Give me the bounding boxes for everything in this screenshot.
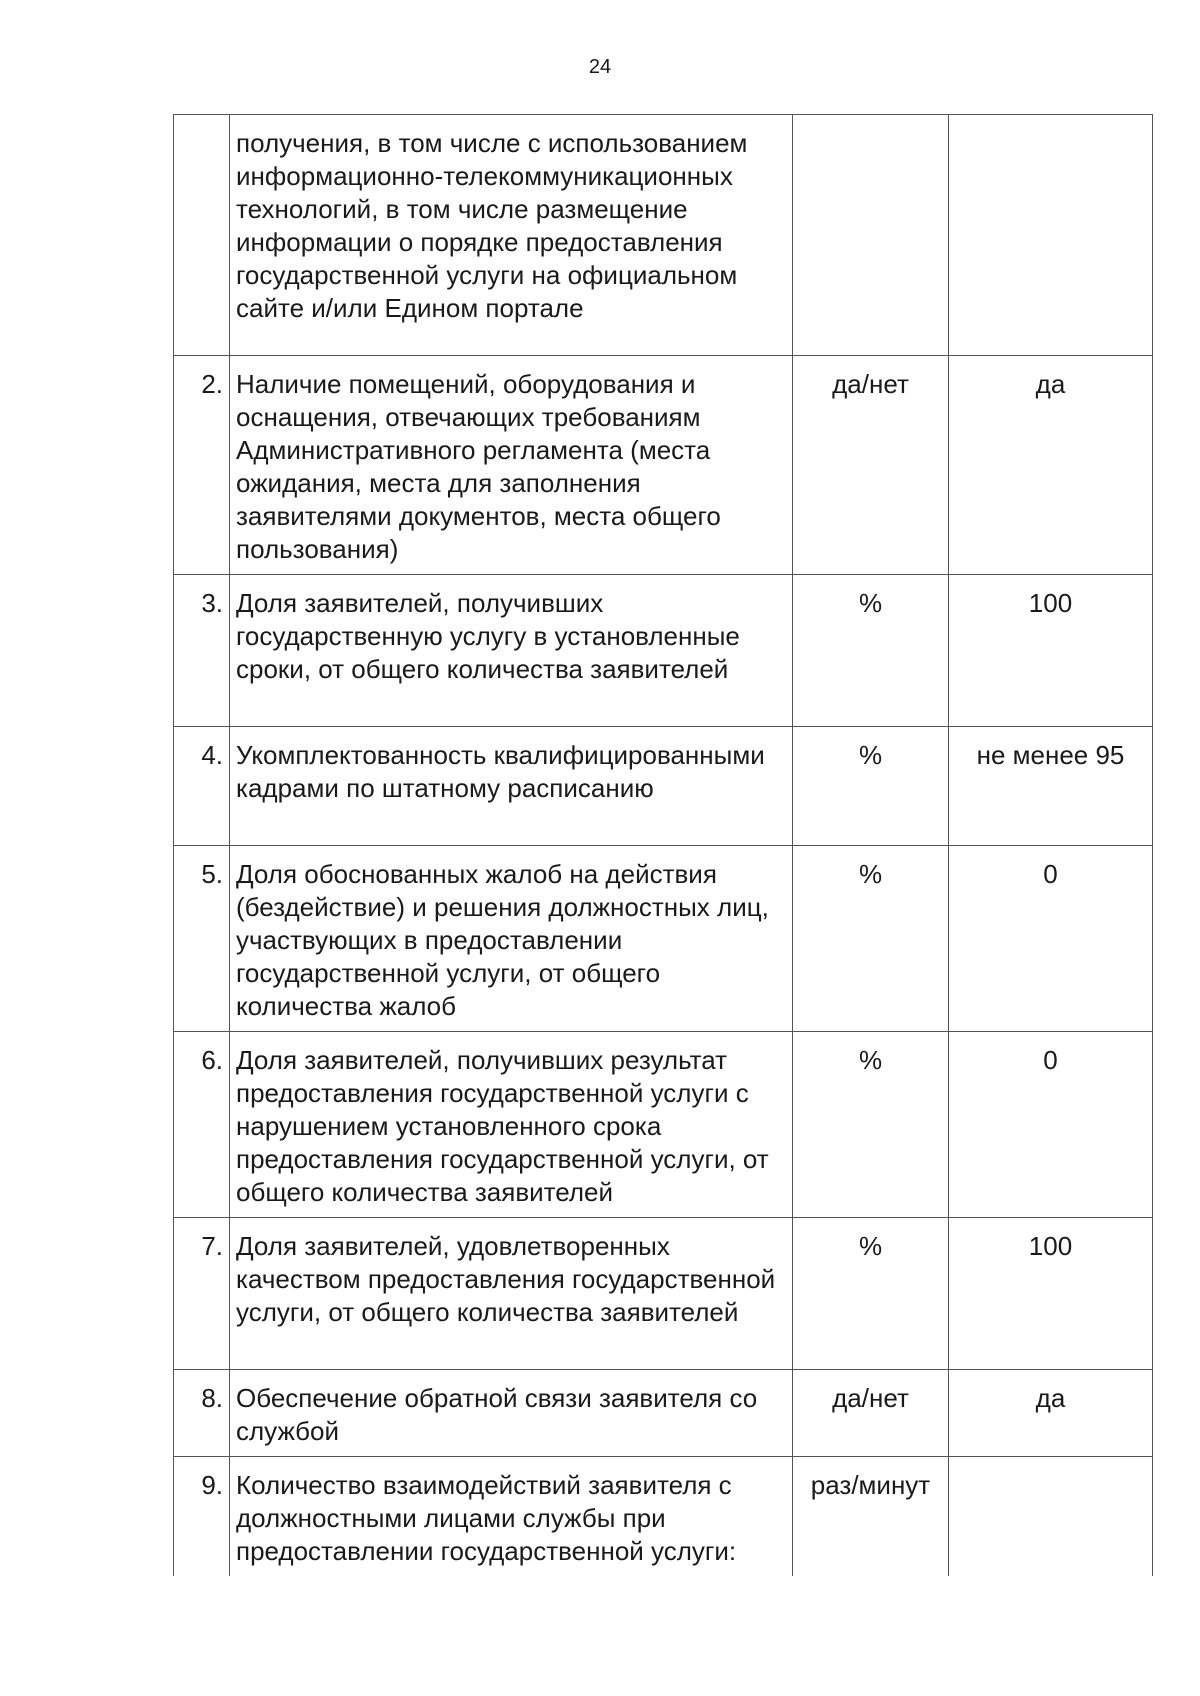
row-number: 3.: [174, 575, 230, 727]
row-number: 4.: [174, 727, 230, 846]
indicator-name: Укомплектованность квалифицированными кадрами по штатному расписанию: [230, 727, 793, 846]
indicator-value: 0: [949, 846, 1153, 1032]
table-row: [174, 846, 1153, 1032]
indicator-value: 100: [949, 575, 1153, 727]
indicator-name: Доля заявителей, удовлетворенных качеством предоставления государственной услуги, от общего количества заявителей: [230, 1218, 793, 1370]
unit-of-measure: раз/минут: [793, 1457, 949, 1577]
indicator-name: Обеспечение обратной связи заявителя со службой: [230, 1370, 793, 1457]
unit-of-measure: %: [793, 727, 949, 846]
indicator-value: не менее 95: [949, 727, 1153, 846]
indicator-value: 0: [949, 1032, 1153, 1218]
row-number: 6.: [174, 1032, 230, 1218]
row-number: 8.: [174, 1370, 230, 1457]
indicator-name: Доля заявителей, получивших результат предоставления государственной услуги с нарушением установленного срока предоставления государственной услуги, от общего количества заявителей: [230, 1032, 793, 1218]
indicator-value: да: [949, 356, 1153, 575]
table-row: [174, 575, 1153, 727]
unit-of-measure: %: [793, 575, 949, 727]
indicator-name: Доля обоснованных жалоб на действия (бездействие) и решения должностных лиц, участвующих в предоставлении государственной услуги, от общего количества жалоб: [230, 846, 793, 1032]
row-number: 5.: [174, 846, 230, 1032]
row-number: 7.: [174, 1218, 230, 1370]
table-row: [174, 727, 1153, 846]
row-number: [174, 115, 230, 356]
indicator-name: Количество взаимодействий заявителя с должностными лицами службы при предоставлении государственной услуги:: [230, 1457, 793, 1577]
indicator-value: [949, 1457, 1153, 1577]
table-row: [174, 1218, 1153, 1370]
unit-of-measure: да/нет: [793, 1370, 949, 1457]
unit-of-measure: %: [793, 846, 949, 1032]
table-row: [174, 1032, 1153, 1218]
indicator-value: 100: [949, 1218, 1153, 1370]
unit-of-measure: %: [793, 1218, 949, 1370]
row-number: 2.: [174, 356, 230, 575]
indicator-name: получения, в том числе с использованием информационно-телекоммуникационных технологий, в том числе размещение информации о порядке предоставления государственной услуги на официальном сайте и/или Едином портале: [230, 115, 793, 356]
row-number: 9.: [174, 1457, 230, 1577]
indicator-value: да: [949, 1370, 1153, 1457]
table-row: [174, 115, 1153, 356]
indicator-name: Наличие помещений, оборудования и оснащения, отвечающих требованиям Административного регламента (места ожидания, места для заполнения заявителями документов, места общего пользования): [230, 356, 793, 575]
table-row: [174, 1457, 1153, 1577]
indicators-table: [173, 114, 1153, 1576]
unit-of-measure: да/нет: [793, 356, 949, 575]
page-number: 24: [588, 56, 612, 78]
table-row: [174, 356, 1153, 575]
indicator-value: [949, 115, 1153, 356]
indicator-name: Доля заявителей, получивших государственную услугу в установленные сроки, от общего количества заявителей: [230, 575, 793, 727]
table-row: [174, 1370, 1153, 1457]
unit-of-measure: [793, 115, 949, 356]
unit-of-measure: %: [793, 1032, 949, 1218]
